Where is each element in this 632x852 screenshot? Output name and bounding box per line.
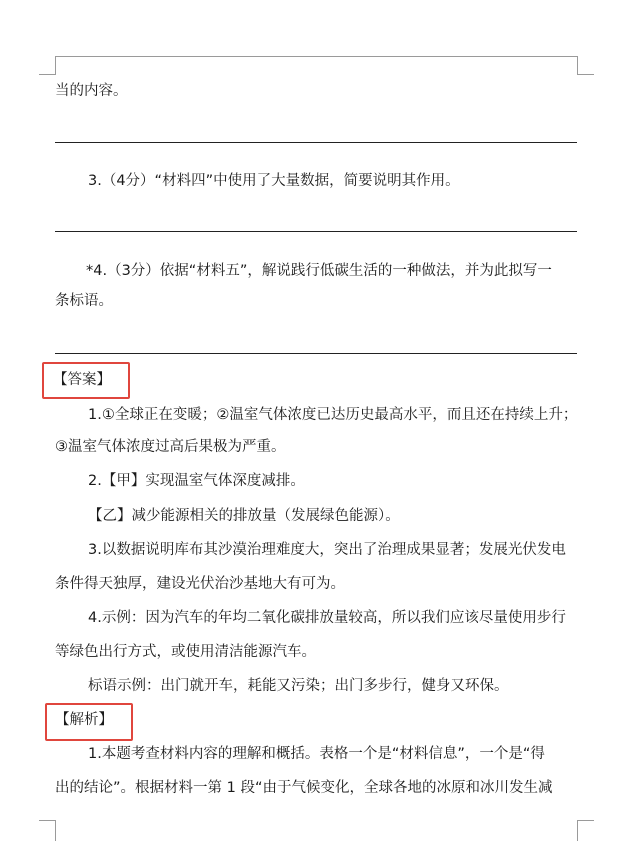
answer-3-line-2: 条件得天独厚，建设光伏治沙基地大有可为。	[55, 576, 345, 592]
answer-2-line-1: 2.【甲】实现温室气体深度减排。	[88, 473, 305, 489]
crop-mark-top-left	[39, 56, 56, 75]
crop-mark-top-right	[577, 56, 594, 75]
answer-heading: 【答案】	[53, 372, 111, 388]
question-4-line-1: *4.（3分）依据“材料五”，解说践行低碳生活的一种做法，并为此拟写一	[86, 263, 552, 279]
top-fragment-text: 当的内容。	[55, 83, 128, 99]
crop-mark-bottom-left	[39, 820, 56, 841]
answer-2-line-2: 【乙】减少能源相关的排放量（发展绿色能源）。	[88, 508, 400, 524]
answer-3-line-1: 3.以数据说明库布其沙漠治理难度大，突出了治理成果显著；发展光伏发电	[88, 542, 566, 558]
answer-4-line-3: 标语示例：出门就开车，耗能又污染；出门多步行，健身又环保。	[88, 678, 509, 694]
explanation-1-line-1: 1.本题考查材料内容的理解和概括。表格一个是“材料信息”，一个是“得	[88, 746, 545, 762]
question-4-line-2: 条标语。	[55, 293, 113, 309]
answer-4-line-2: 等绿色出行方式，或使用清洁能源汽车。	[55, 644, 316, 660]
page-top-border	[55, 56, 577, 57]
analysis-heading: 【解析】	[55, 712, 113, 728]
answer-1-line-2: ③温室气体浓度过高后果极为严重。	[55, 439, 286, 455]
question-3: 3.（4分）“材料四”中使用了大量数据，简要说明其作用。	[88, 173, 460, 189]
crop-mark-bottom-right	[577, 820, 594, 841]
answer-4-line-1: 4.示例：因为汽车的年均二氧化碳排放量较高，所以我们应该尽量使用步行	[88, 610, 566, 626]
answer-line-3	[55, 353, 577, 354]
answer-line-2	[55, 231, 577, 232]
explanation-1-line-2: 出的结论”。根据材料一第 1 段“由于气候变化，全球各地的冰原和冰川发生减	[55, 780, 553, 796]
answer-line-1	[55, 142, 577, 143]
answer-1-line-1: 1.①全球正在变暖；②温室气体浓度已达历史最高水平，而且还在持续上升；	[88, 407, 578, 423]
